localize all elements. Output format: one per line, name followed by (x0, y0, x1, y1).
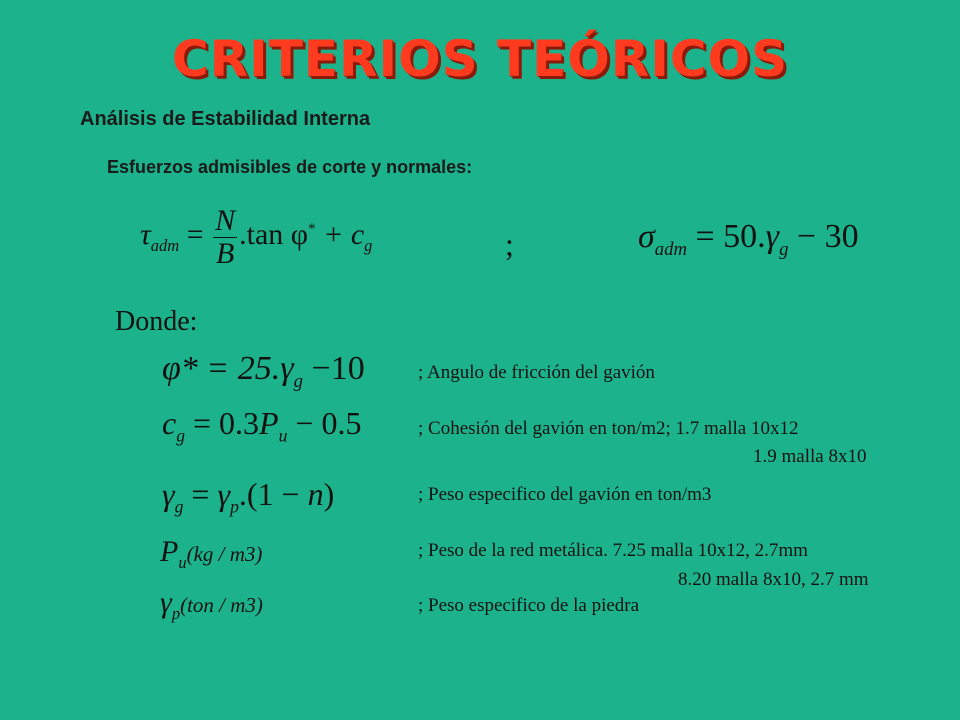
phi-formula: $\varphi* = 25.\gamma_g -10$ (162, 350, 365, 392)
definition-desc-3: ; Peso especifico del gavión en ton/m3 (418, 484, 712, 505)
sigma-formula: $\sigma_{adm} = 50.\gamma_g - 30$ (638, 218, 859, 260)
cohesion-formula: $c_g = 0.3P_u - 0.5$ (162, 405, 362, 446)
gamma-g-formula: $\gamma_g = \gamma_p.(1 - n)$ (162, 476, 335, 517)
fraction-n-over-b: $\frac{N}{B}$ (215, 204, 236, 270)
definition-desc-2b: 1.9 malla 8x10 (753, 446, 867, 467)
definition-desc-5: ; Peso especifico de la piedra (418, 595, 640, 616)
donde-label: Donde: (115, 306, 198, 337)
definition-desc-2: ; Cohesión del gavión en ton/m2; 1.7 malla 10x12 (418, 418, 799, 439)
definition-desc-1: ; Angulo de fricción del gavión (418, 362, 655, 383)
pu-formula: $P_u(kg / m3)$ (160, 535, 263, 572)
gamma-p-formula: $\gamma_p(ton / m3)$ (160, 586, 263, 623)
section-heading: Esfuerzos admisibles de corte y normales: (107, 157, 473, 177)
definition-desc-4: ; Peso de la red metálica. 7.25 malla 10x12, 2.7mm (418, 540, 808, 561)
formula-separator: ; (505, 226, 514, 262)
page-title: CRITERIOS TEÓRICOS (171, 30, 789, 88)
tau-formula: $\tau_{adm}$ = $\frac{N}{B}$ .tan $\varphi^* + c_g$ (140, 204, 373, 270)
definition-desc-4b: 8.20 malla 8x10, 2.7 mm (678, 569, 869, 590)
subtitle: Análisis de Estabilidad Interna (80, 108, 371, 130)
